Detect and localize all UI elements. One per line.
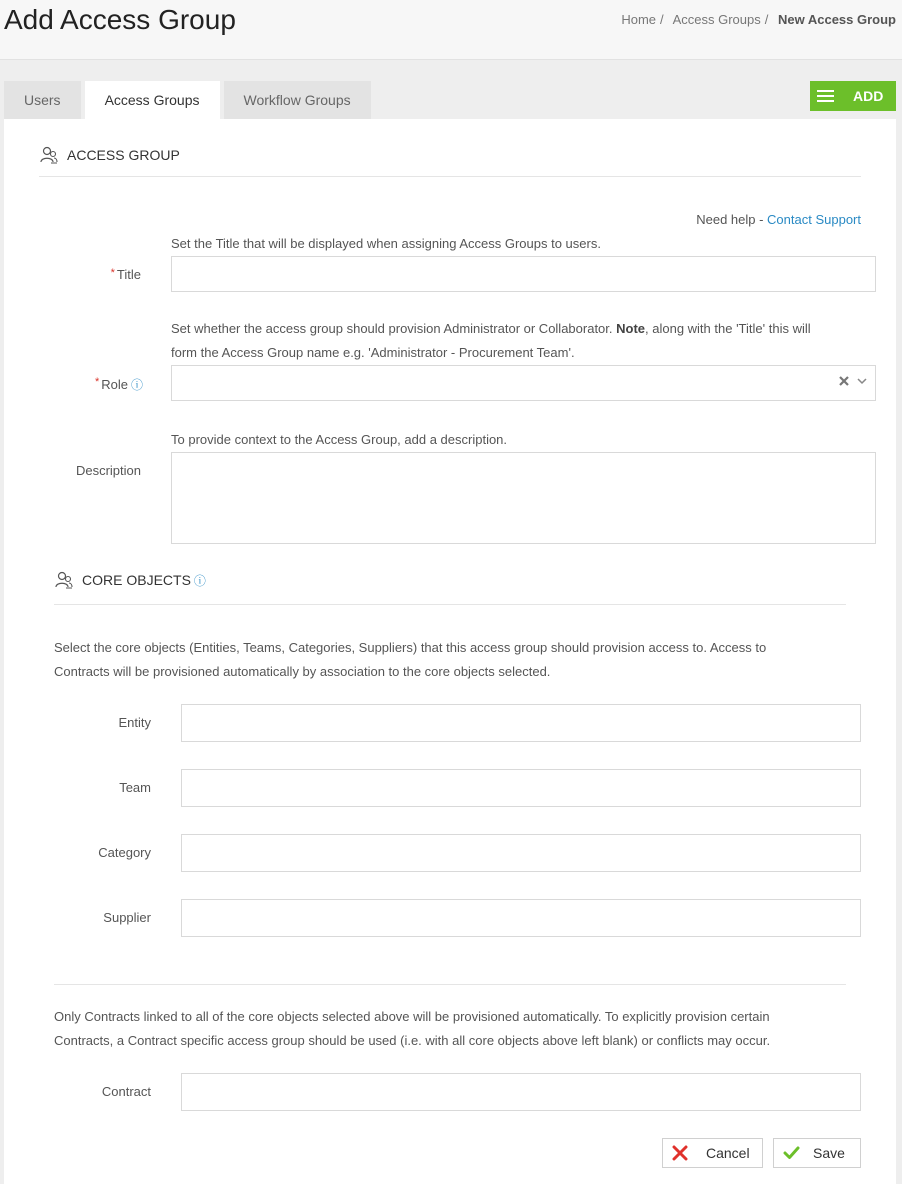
title-label: * Title [110,267,141,282]
entity-label: Entity [118,715,151,730]
access-group-heading [39,145,180,165]
access-group-heading-text: ACCESS GROUP [67,147,180,163]
title-input[interactable] [171,256,876,292]
info-icon[interactable]: ⓘ [193,573,206,588]
cancel-button-label: Cancel [706,1145,750,1161]
divider [54,604,846,605]
contact-support-link[interactable]: Contact Support [767,212,861,227]
contract-input[interactable] [181,1073,861,1111]
team-label: Team [119,780,151,795]
description-label: Description [75,463,141,478]
page-header [0,0,902,60]
users-icon [54,570,74,590]
core-objects-heading-text: CORE OBJECTS [82,572,191,588]
tab-users[interactable]: Users [4,81,81,119]
supplier-input[interactable] [181,899,861,937]
breadcrumb-current: New Access Group [777,12,896,27]
main-panel [4,119,896,1184]
tab-workflow-groups[interactable]: Workflow Groups [224,81,371,119]
core-objects-intro: Select the core objects (Entities, Teams, Categories, Suppliers) that this access group should provision access to. Access to Contracts will be provisioned automatically by association to the core objects selected. [54,640,767,679]
core-objects-heading [54,570,206,590]
clear-icon[interactable] [838,375,850,387]
role-label: * Role ⓘ [94,376,143,392]
help-text: Need help - Contact Support [696,212,861,227]
breadcrumb-home[interactable]: Home [621,12,657,27]
add-button[interactable] [810,81,896,111]
title-hint: Set the Title that will be displayed when assigning Access Groups to users. [171,236,601,251]
entity-input[interactable] [181,704,861,742]
close-icon [672,1145,688,1161]
chevron-down-icon[interactable] [857,377,867,385]
menu-icon [817,90,834,102]
category-input[interactable] [181,834,861,872]
page-title: Add Access Group [4,4,236,35]
save-button-label: Save [813,1145,845,1161]
contract-label: Contract [101,1084,151,1099]
info-icon[interactable]: ⓘ [130,378,143,392]
add-button-label: ADD [853,88,884,104]
cancel-button[interactable] [662,1138,763,1168]
team-input[interactable] [181,769,861,807]
contracts-note: Only Contracts linked to all of the core objects selected above will be provisioned automatically. To explicitly provision certain Contracts, a Contract specific access group should be used (i.e. with all core objects above left blank) or conflicts may occur. [54,1009,771,1048]
description-hint: To provide context to the Access Group, add a description. [171,432,508,447]
tab-access-groups[interactable]: Access Groups [85,81,220,119]
save-button[interactable] [773,1138,861,1168]
tab-bar [4,81,375,119]
checkmark-icon [783,1146,800,1160]
divider [54,984,846,985]
description-textarea[interactable] [171,452,876,544]
role-hint: Set whether the access group should provision Administrator or Collaborator. Note, along with the 'Title' this will form the Access Group name e.g. 'Administrator - Procurement Team'. [171,321,811,360]
supplier-label: Supplier [103,910,151,925]
role-select[interactable] [171,365,876,401]
category-label: Category [98,845,151,860]
breadcrumb-access-groups[interactable]: Access Groups [672,12,761,27]
users-icon [39,145,59,165]
breadcrumb: Home / Access Groups / New Access Group [621,12,896,27]
divider [39,176,861,177]
